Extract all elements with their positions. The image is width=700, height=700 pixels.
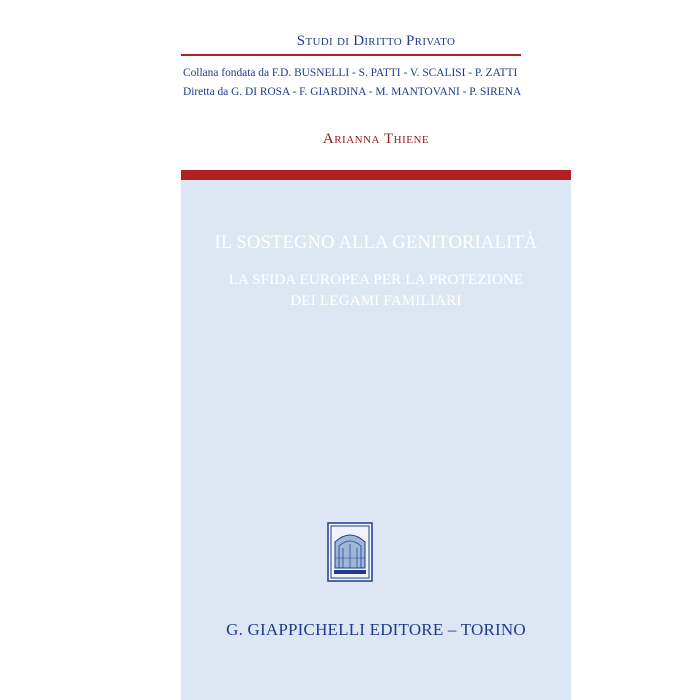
- book-subtitle: [181, 270, 571, 312]
- subtitle-line-2: DEI LEGAMI FAMILIARI: [290, 293, 462, 309]
- book-title: IL SOSTEGNO ALLA GENITORIALITÀ: [214, 233, 538, 253]
- author-name: Arianna Thiene: [322, 131, 430, 147]
- publisher-name: G. GIAPPICHELLI EDITORE – TORINO: [226, 620, 526, 639]
- series-title: [181, 33, 571, 50]
- red-band: [181, 170, 571, 180]
- series-rule: [181, 54, 521, 56]
- directors-line: Diretta da G. DI ROSA - F. GIARDINA - M. MANTOVANI - P. SIRENA: [183, 86, 522, 98]
- publisher-emblem-icon: [327, 522, 373, 582]
- series-title-text: Studi di Diritto Privato: [296, 33, 456, 49]
- founders-line: Collana fondata da F.D. BUSNELLI - S. PATTI - V. SCALISI - P. ZATTI: [183, 67, 518, 79]
- book-cover: [181, 0, 571, 700]
- series-editors: [183, 64, 571, 102]
- subtitle-line-1: LA SFIDA EUROPEA PER LA PROTEZIONE: [228, 272, 524, 288]
